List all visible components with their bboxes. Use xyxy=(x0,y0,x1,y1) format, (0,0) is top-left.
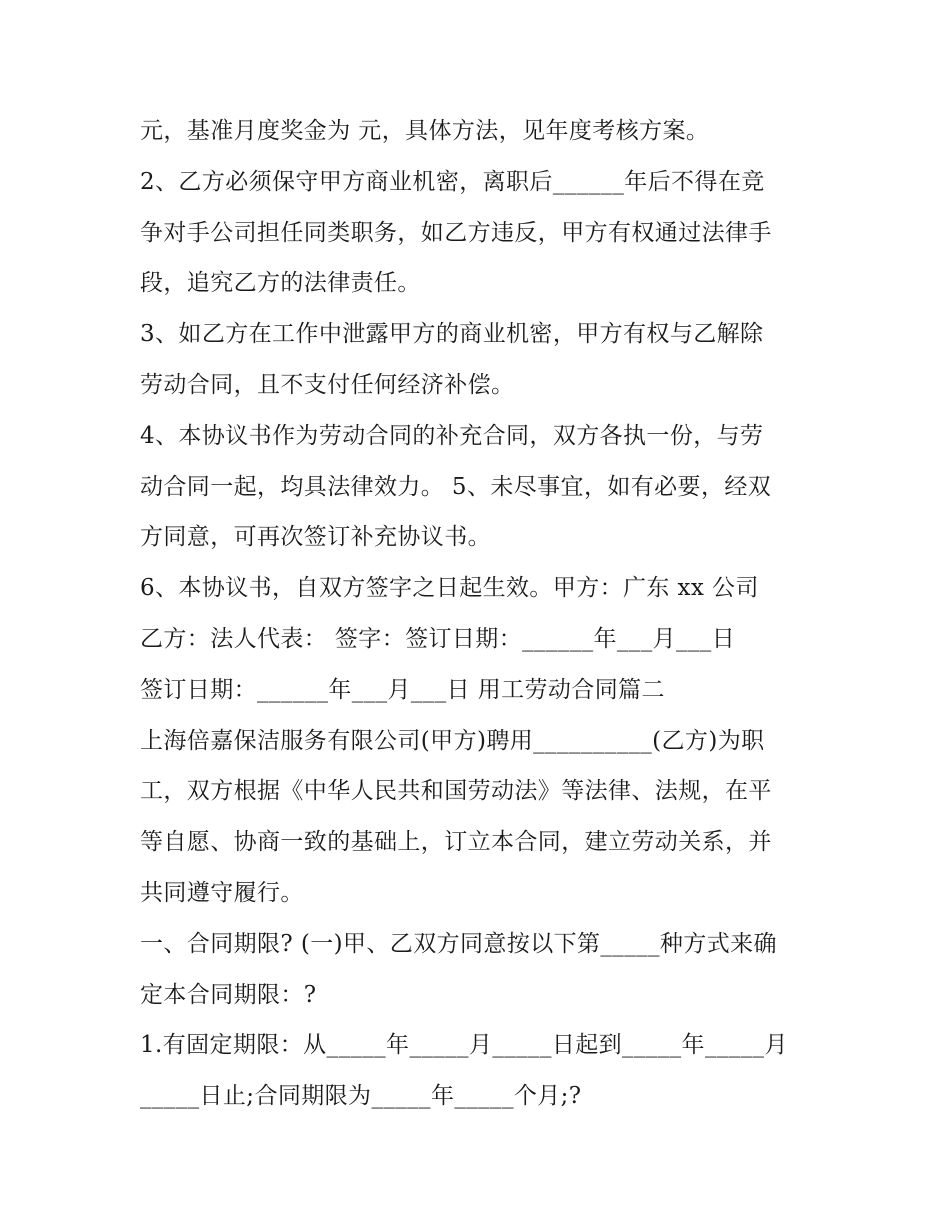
text-line: 乙方：法人代表： 签字：签订日期：______年___月___日 xyxy=(140,625,736,652)
text-line: 3、如乙方在工作中泄露甲方的商业机密，甲方有权与乙解除 xyxy=(140,321,764,348)
text-line: _____日止;合同期限为_____年_____个月;? xyxy=(140,1083,582,1110)
text-line: 等自愿、协商一致的基础上，订立本合同，建立劳动关系，并 xyxy=(140,829,772,856)
text-line: 1.有固定期限：从_____年_____月_____日起到_____年_____月 xyxy=(140,1032,788,1059)
text-line: 元，基准月度奖金为 元，具体方法，见年度考核方案。 xyxy=(140,118,710,144)
text-line: 段，追究乙方的法律责任。 xyxy=(140,270,421,297)
text-line: 争对手公司担任同类职务，如乙方违反，甲方有权通过法律手 xyxy=(140,219,772,246)
text-line: 方同意，可再次签订补充协议书。 xyxy=(140,524,491,551)
text-line: 工，双方根据《中华人民共和国劳动法》等法律、法规，在平 xyxy=(140,778,772,805)
text-line: 上海倍嘉保洁服务有限公司(甲方)聘用__________(乙方)为职 xyxy=(140,727,765,754)
document-body xyxy=(140,106,820,1122)
text-line: 共同遵守履行。 xyxy=(140,879,304,906)
text-line: 签订日期：______年___月___日 用工劳动合同篇二 xyxy=(140,676,665,703)
text-line: 2、乙方必须保守甲方商业机密，离职后______年后不得在竞 xyxy=(140,168,765,195)
text-line: 4、本协议书作为劳动合同的补充合同，双方各执一份，与劳 xyxy=(140,422,764,449)
text-line: 动合同一起，均具法律效力。 5、未尽事宜，如有必要，经双 xyxy=(140,473,772,500)
text-line: 定本合同期限：? xyxy=(140,981,317,1008)
text-line: 一、合同期限? (一)甲、乙双方同意按以下第_____种方式来确 xyxy=(140,930,777,957)
text-line: 劳动合同，且不支付任何经济补偿。 xyxy=(140,371,515,398)
text-line: 6、本协议书，自双方签字之日起生效。甲方：广东 xx 公司 xyxy=(140,575,759,602)
